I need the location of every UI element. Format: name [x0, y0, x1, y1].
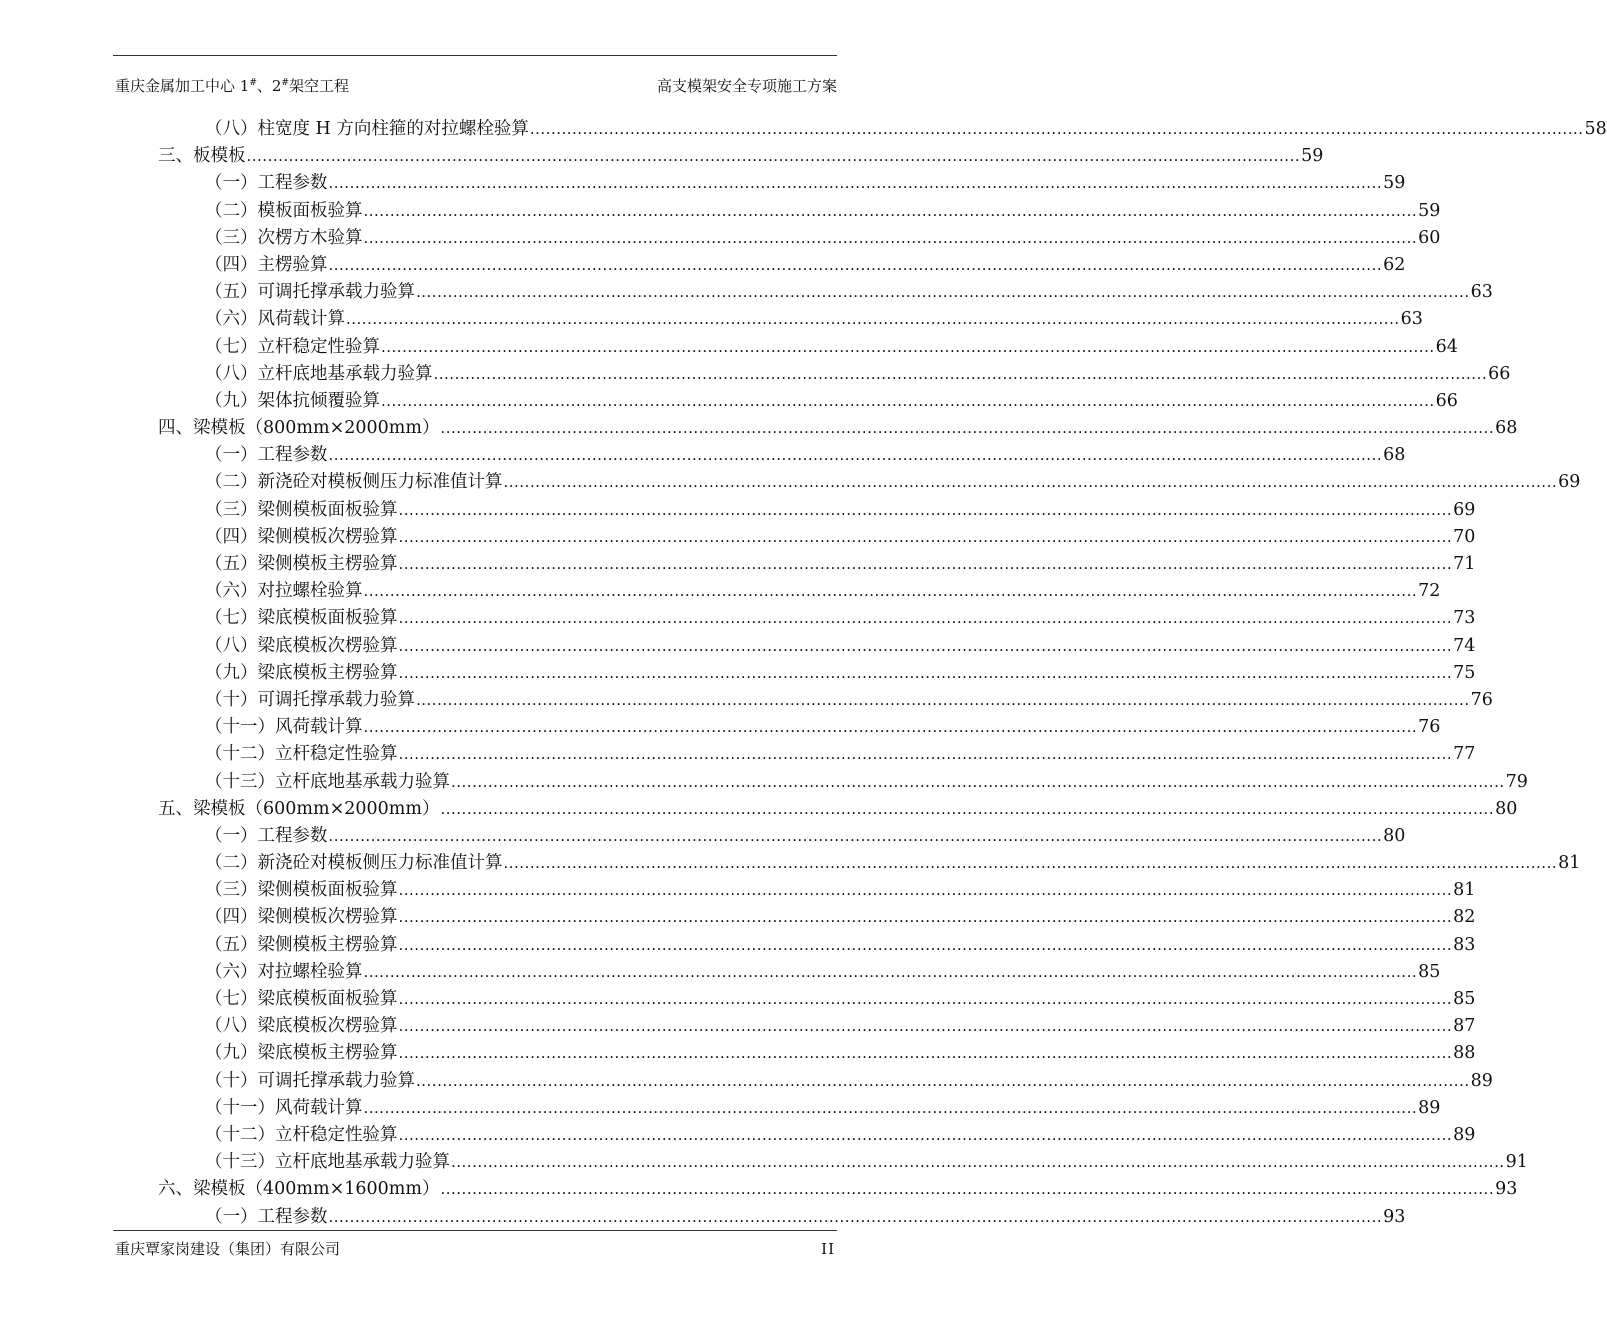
- toc-entry-title: （七）梁底模板面板验算: [205, 608, 398, 629]
- toc-entry-title: （七）梁底模板面板验算: [205, 989, 398, 1009]
- toc-entry-line: [205, 361, 1511, 388]
- toc-dot-leader: ........................................................................................................................................................................................................: [328, 446, 1383, 465]
- toc-entry-title: （十一）风荷载计算: [205, 1097, 363, 1118]
- toc-entry-line: [205, 605, 1476, 632]
- toc-page-number: 85: [1418, 961, 1441, 982]
- toc-dot-leader: ........................................................................................................................................................................................................: [398, 881, 1453, 900]
- toc-subsection-entry[interactable]: [0, 116, 1607, 143]
- toc-subsection-entry[interactable]: [0, 551, 1476, 578]
- toc-page-number: 82: [1453, 907, 1476, 928]
- toc-entry-title: （二）模板面板验算: [205, 200, 363, 221]
- toc-page-number: 76: [1470, 689, 1493, 710]
- toc-page-number: 88: [1453, 1043, 1476, 1064]
- toc-page-number: 60: [1418, 227, 1441, 248]
- toc-page-number: 62: [1383, 254, 1406, 275]
- footer-company-name: 重庆覃家岗建设（集团）有限公司: [115, 1240, 341, 1258]
- toc-dot-leader: ........................................................................................................................................................................................................: [503, 473, 1558, 492]
- toc-entry-line: [205, 469, 1581, 496]
- toc-entry-title: （八）立杆底地基承载力验算: [205, 363, 433, 384]
- toc-dot-leader: ........................................................................................................................................................................................................: [363, 1098, 1418, 1117]
- toc-entry-title: （五）梁侧模板主楞验算: [205, 554, 398, 574]
- toc-subsection-entry[interactable]: [0, 1204, 1406, 1231]
- toc-subsection-entry[interactable]: [0, 850, 1581, 877]
- toc-dot-leader: ........................................................................................................................................................................................................: [398, 663, 1453, 682]
- toc-entry-line: [205, 198, 1441, 225]
- toc-page-number: 89: [1418, 1097, 1441, 1118]
- toc-entry-line: [205, 660, 1476, 687]
- toc-entry-title: （十一）风荷载计算: [205, 717, 363, 738]
- toc-entry-line: [205, 524, 1476, 551]
- toc-entry-line: [205, 741, 1476, 768]
- toc-entry-line: [158, 796, 1518, 823]
- toc-entry-line: [205, 932, 1476, 959]
- toc-page-number: 83: [1453, 934, 1476, 955]
- toc-subsection-entry[interactable]: [0, 225, 1441, 252]
- toc-entry-line: [158, 1176, 1518, 1203]
- toc-entry-line: [205, 1013, 1476, 1040]
- toc-entry-line: [205, 687, 1493, 714]
- table-of-contents: [0, 116, 1607, 1231]
- toc-page-number: 81: [1558, 853, 1581, 874]
- toc-entry-title: （九）架体抗倾覆验算: [205, 390, 380, 411]
- toc-subsection-entry[interactable]: [0, 442, 1406, 469]
- toc-page-number: 93: [1495, 1179, 1518, 1200]
- toc-entry-title: （十二）立杆稳定性验算: [205, 744, 398, 765]
- page-footer: [115, 1238, 837, 1260]
- toc-entry-line: [205, 334, 1458, 361]
- toc-entry-title: （八）柱宽度 H 方向柱箍的对拉螺栓验算: [205, 119, 529, 139]
- toc-entry-line: [205, 497, 1476, 524]
- toc-page-number: 77: [1453, 744, 1476, 765]
- toc-dot-leader: ........................................................................................................................................................................................................: [398, 990, 1453, 1008]
- toc-entry-line: [205, 904, 1476, 931]
- toc-dot-leader: ........................................................................................................................................................................................................: [398, 935, 1453, 954]
- toc-page-number: 93: [1383, 1206, 1406, 1227]
- toc-subsection-entry[interactable]: [0, 687, 1493, 714]
- toc-page-number: 73: [1453, 608, 1476, 629]
- toc-dot-leader: ........................................................................................................................................................................................................: [416, 690, 1470, 709]
- toc-subsection-entry[interactable]: [0, 388, 1458, 415]
- toc-entry-title: （九）梁底模板主楞验算: [205, 662, 398, 683]
- toc-page-number: 59: [1418, 200, 1441, 221]
- toc-subsection-entry[interactable]: [0, 904, 1476, 931]
- toc-entry-title: （一）工程参数: [205, 173, 328, 194]
- toc-entry-line: [205, 1204, 1406, 1231]
- toc-entry-title: 四、梁模板（800mm×2000mm）: [158, 418, 440, 439]
- toc-subsection-entry[interactable]: [0, 605, 1476, 632]
- page-header: [115, 76, 837, 96]
- toc-subsection-entry[interactable]: [0, 714, 1441, 741]
- toc-subsection-entry[interactable]: [0, 1149, 1528, 1176]
- toc-subsection-entry[interactable]: [0, 1095, 1441, 1122]
- toc-entry-title: （七）立杆稳定性验算: [205, 336, 380, 357]
- toc-page-number: 80: [1495, 798, 1518, 819]
- toc-dot-leader: ........................................................................................................................................................................................................: [363, 201, 1418, 220]
- toc-dot-leader: ........................................................................................................................................................................................................: [451, 772, 1505, 791]
- toc-subsection-entry[interactable]: [0, 959, 1441, 986]
- toc-entry-line: [205, 959, 1441, 986]
- toc-entry-line: [205, 1068, 1493, 1095]
- toc-subsection-entry[interactable]: [0, 633, 1476, 660]
- toc-page-number: 68: [1495, 418, 1518, 439]
- toc-entry-line: [205, 1122, 1476, 1149]
- toc-entry-title: （四）主楞验算: [205, 254, 328, 275]
- toc-dot-leader: ........................................................................................................................................................................................................: [246, 147, 1301, 166]
- toc-entry-title: （二）新浇砼对模板侧压力标准值计算: [205, 472, 503, 493]
- header-project-name: 重庆金属加工中心 1#、2#架空工程: [115, 77, 349, 95]
- toc-section-entry[interactable]: [0, 1176, 1518, 1203]
- footer-top-rule: [113, 1230, 837, 1231]
- toc-entry-line: [205, 442, 1406, 469]
- toc-page-number: 76: [1418, 717, 1441, 738]
- footer-page-number: II: [821, 1240, 835, 1258]
- toc-entry-line: [205, 388, 1458, 415]
- toc-entry-title: （十二）立杆稳定性验算: [205, 1124, 398, 1145]
- toc-dot-leader: ........................................................................................................................................................................................................: [416, 1071, 1470, 1090]
- toc-entry-title: （三）梁侧模板面板验算: [205, 880, 398, 901]
- toc-subsection-entry[interactable]: [0, 497, 1476, 524]
- toc-entry-title: （十三）立杆底地基承载力验算: [205, 771, 450, 792]
- toc-dot-leader: ........................................................................................................................................................................................................: [381, 337, 1435, 356]
- toc-subsection-entry[interactable]: [0, 1040, 1476, 1067]
- toc-subsection-entry[interactable]: [0, 334, 1458, 361]
- toc-page-number: 81: [1453, 880, 1476, 901]
- toc-page-number: 63: [1400, 309, 1423, 330]
- toc-page-number: 68: [1383, 445, 1406, 466]
- toc-entry-title: （三）次楞方木验算: [205, 227, 363, 248]
- toc-page-number: 75: [1453, 662, 1476, 683]
- header-document-title: 高支模架安全专项施工方案: [656, 77, 837, 95]
- toc-entry-title: （八）梁底模板次楞验算: [205, 1016, 398, 1037]
- toc-page-number: 69: [1453, 499, 1476, 520]
- toc-dot-leader: ........................................................................................................................................................................................................: [398, 1017, 1453, 1036]
- toc-subsection-entry[interactable]: [0, 660, 1476, 687]
- toc-page-number: 85: [1453, 989, 1476, 1009]
- toc-dot-leader: ........................................................................................................................................................................................................: [398, 745, 1453, 764]
- toc-page-number: 89: [1470, 1070, 1493, 1091]
- toc-dot-leader: ........................................................................................................................................................................................................: [398, 555, 1453, 573]
- toc-dot-leader: ........................................................................................................................................................................................................: [398, 609, 1453, 628]
- toc-dot-leader: ........................................................................................................................................................................................................: [451, 1153, 1505, 1172]
- toc-page-number: 66: [1435, 390, 1458, 411]
- toc-dot-leader: ........................................................................................................................................................................................................: [503, 854, 1558, 873]
- toc-page-number: 66: [1488, 363, 1511, 384]
- toc-section-entry[interactable]: [0, 796, 1518, 823]
- toc-entry-title: （五）可调托撑承载力验算: [205, 282, 415, 303]
- toc-entry-line: [205, 306, 1423, 333]
- toc-entry-line: [205, 986, 1476, 1013]
- toc-entry-title: （四）梁侧模板次楞验算: [205, 526, 398, 547]
- toc-dot-leader: ........................................................................................................................................................................................................: [328, 1207, 1383, 1226]
- toc-entry-line: [205, 769, 1528, 796]
- toc-subsection-entry[interactable]: [0, 306, 1423, 333]
- toc-entry-title: （十）可调托撑承载力验算: [205, 689, 415, 710]
- header-top-rule: [113, 55, 837, 56]
- toc-page-number: 59: [1301, 146, 1324, 167]
- toc-entry-line: [205, 1040, 1476, 1067]
- toc-dot-leader: ........................................................................................................................................................................................................: [440, 419, 1495, 438]
- toc-entry-title: （一）工程参数: [205, 445, 328, 466]
- toc-dot-leader: ........................................................................................................................................................................................................: [398, 908, 1453, 927]
- toc-entry-title: （六）对拉螺栓验算: [205, 581, 363, 602]
- toc-dot-leader: ........................................................................................................................................................................................................: [363, 582, 1418, 601]
- toc-page-number: 89: [1453, 1124, 1476, 1145]
- toc-entry-line: [205, 279, 1493, 306]
- toc-entry-title: （六）对拉螺栓验算: [205, 961, 363, 982]
- toc-entry-line: [205, 116, 1607, 143]
- toc-subsection-entry[interactable]: [0, 1122, 1476, 1149]
- toc-entry-title: （三）梁侧模板面板验算: [205, 499, 398, 520]
- toc-entry-line: [205, 551, 1476, 578]
- toc-section-entry[interactable]: [0, 415, 1518, 442]
- toc-dot-leader: ........................................................................................................................................................................................................: [328, 174, 1383, 193]
- toc-dot-leader: ........................................................................................................................................................................................................: [398, 500, 1453, 519]
- toc-page-number: 79: [1505, 771, 1528, 792]
- toc-entry-title: （一）工程参数: [205, 1206, 328, 1227]
- toc-dot-leader: ........................................................................................................................................................................................................: [440, 799, 1495, 818]
- toc-page-number: 74: [1453, 635, 1476, 656]
- toc-subsection-entry[interactable]: [0, 741, 1476, 768]
- toc-subsection-entry[interactable]: [0, 198, 1441, 225]
- toc-subsection-entry[interactable]: [0, 823, 1406, 850]
- toc-entry-line: [205, 823, 1406, 850]
- toc-page-number: 64: [1435, 336, 1458, 357]
- toc-dot-leader: ........................................................................................................................................................................................................: [328, 826, 1383, 845]
- toc-subsection-entry[interactable]: [0, 1013, 1476, 1040]
- toc-page-number: 91: [1505, 1152, 1528, 1173]
- toc-entry-line: [205, 633, 1476, 660]
- toc-entry-line: [205, 1095, 1441, 1122]
- toc-dot-leader: ........................................................................................................................................................................................................: [440, 1180, 1495, 1199]
- toc-entry-title: （六）风荷载计算: [205, 309, 345, 330]
- toc-entry-title: 六、梁模板（400mm×1600mm）: [158, 1179, 440, 1200]
- toc-subsection-entry[interactable]: [0, 769, 1528, 796]
- toc-dot-leader: ........................................................................................................................................................................................................: [398, 1125, 1453, 1144]
- toc-dot-leader: ........................................................................................................................................................................................................: [398, 636, 1453, 655]
- toc-dot-leader: ........................................................................................................................................................................................................: [346, 310, 1400, 329]
- toc-subsection-entry[interactable]: [0, 932, 1476, 959]
- toc-entry-title: （九）梁底模板主楞验算: [205, 1043, 398, 1064]
- toc-dot-leader: ........................................................................................................................................................................................................: [433, 364, 1488, 383]
- toc-page-number: 69: [1558, 472, 1581, 493]
- toc-entry-line: [205, 170, 1406, 197]
- toc-subsection-entry[interactable]: [0, 578, 1441, 605]
- toc-subsection-entry[interactable]: [0, 469, 1581, 496]
- toc-dot-leader: ........................................................................................................................................................................................................: [381, 391, 1435, 410]
- toc-dot-leader: ........................................................................................................................................................................................................: [363, 718, 1418, 737]
- toc-dot-leader: ........................................................................................................................................................................................................: [328, 255, 1383, 274]
- toc-page-number: 71: [1453, 554, 1476, 574]
- toc-entry-title: （十三）立杆底地基承载力验算: [205, 1152, 450, 1173]
- toc-entry-line: [205, 714, 1441, 741]
- toc-dot-leader: ........................................................................................................................................................................................................: [398, 1044, 1453, 1063]
- toc-entry-title: （四）梁侧模板次楞验算: [205, 907, 398, 928]
- toc-subsection-entry[interactable]: [0, 279, 1493, 306]
- toc-entry-title: 五、梁模板（600mm×2000mm）: [158, 798, 440, 819]
- toc-entry-title: （一）工程参数: [205, 825, 328, 846]
- toc-subsection-entry[interactable]: [0, 877, 1476, 904]
- toc-entry-line: [205, 578, 1441, 605]
- toc-subsection-entry[interactable]: [0, 170, 1406, 197]
- toc-page-number: 59: [1383, 173, 1406, 194]
- toc-page-number: 80: [1383, 825, 1406, 846]
- toc-page-number: 72: [1418, 581, 1441, 602]
- toc-entry-title: （五）梁侧模板主楞验算: [205, 934, 398, 955]
- toc-dot-leader: ........................................................................................................................................................................................................: [363, 228, 1418, 247]
- toc-dot-leader: ........................................................................................................................................................................................................: [363, 962, 1418, 981]
- toc-subsection-entry[interactable]: [0, 986, 1476, 1013]
- toc-subsection-entry[interactable]: [0, 252, 1406, 279]
- toc-page-number: 87: [1453, 1016, 1476, 1037]
- toc-subsection-entry[interactable]: [0, 1068, 1493, 1095]
- toc-entry-line: [205, 850, 1581, 877]
- toc-entry-line: [158, 415, 1518, 442]
- toc-entry-line: [205, 1149, 1528, 1176]
- toc-page-number: 63: [1470, 282, 1493, 303]
- toc-page-number: 70: [1453, 526, 1476, 547]
- toc-entry-line: [158, 143, 1324, 170]
- toc-entry-line: [205, 877, 1476, 904]
- toc-dot-leader: ........................................................................................................................................................................................................: [529, 120, 1584, 138]
- toc-entry-title: （二）新浇砼对模板侧压力标准值计算: [205, 853, 503, 874]
- toc-entry-line: [205, 225, 1441, 252]
- toc-entry-title: 三、板模板: [158, 146, 246, 167]
- toc-subsection-entry[interactable]: [0, 524, 1476, 551]
- toc-subsection-entry[interactable]: [0, 361, 1511, 388]
- toc-page-number: 58: [1584, 119, 1607, 139]
- toc-entry-title: （十）可调托撑承载力验算: [205, 1070, 415, 1091]
- toc-dot-leader: ........................................................................................................................................................................................................: [398, 527, 1453, 546]
- toc-entry-title: （八）梁底模板次楞验算: [205, 635, 398, 656]
- toc-entry-line: [205, 252, 1406, 279]
- toc-section-entry[interactable]: [0, 143, 1324, 170]
- toc-dot-leader: ........................................................................................................................................................................................................: [416, 283, 1470, 302]
